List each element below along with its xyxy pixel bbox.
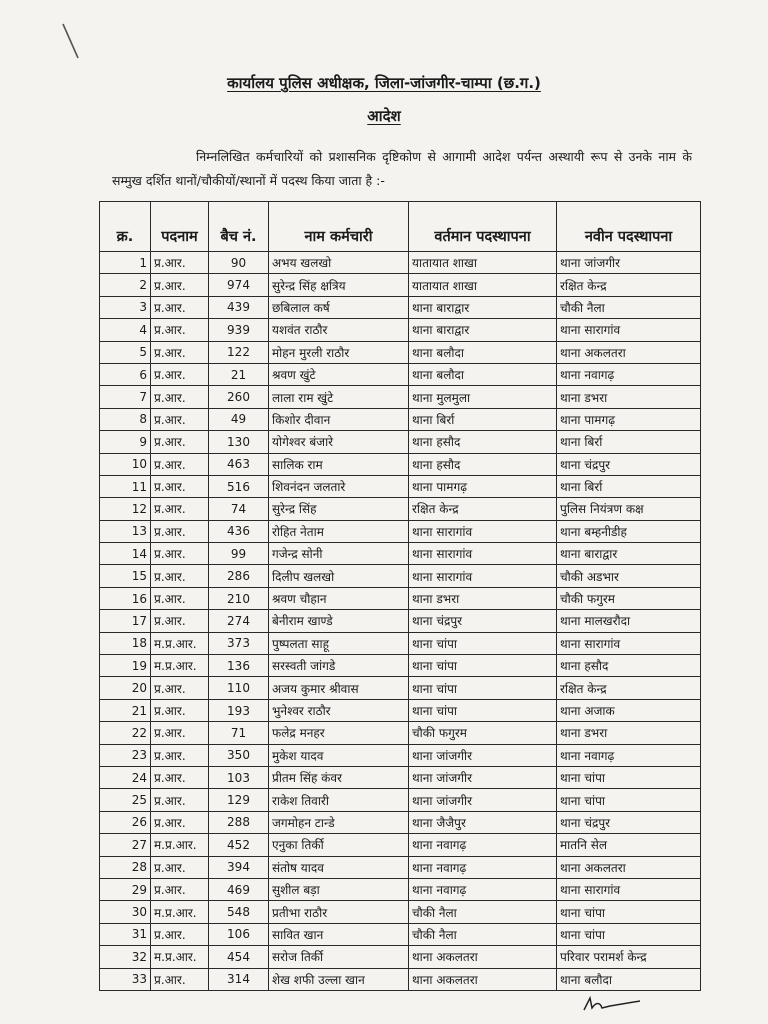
cell-new-posting: थाना सारागांव — [557, 878, 701, 900]
cell-new-posting: थाना नवागढ़ — [557, 363, 701, 385]
cell-current-posting: थाना चांपा — [409, 699, 557, 721]
table-row — [100, 766, 701, 788]
cell-new-posting: पुलिस नियंत्रण कक्ष — [557, 498, 701, 520]
cell-serial: 3 — [100, 296, 151, 318]
cell-new-posting: चौकी फगुरम — [557, 587, 701, 609]
cell-badge-no: 469 — [209, 878, 269, 900]
cell-badge-no: 548 — [209, 901, 269, 923]
cell-designation: प्र.आर. — [151, 408, 209, 430]
cell-new-posting: थाना डभरा — [557, 722, 701, 744]
cell-serial: 30 — [100, 901, 151, 923]
cell-employee-name: प्रीतम सिंह कंवर — [269, 766, 409, 788]
cell-designation: म.प्र.आर. — [151, 834, 209, 856]
cell-designation: प्र.आर. — [151, 856, 209, 878]
cell-employee-name: रोहित नेताम — [269, 520, 409, 542]
cell-employee-name: संतोष यादव — [269, 856, 409, 878]
table-row — [100, 811, 701, 833]
cell-serial: 7 — [100, 386, 151, 408]
cell-current-posting: थाना सारागांव — [409, 543, 557, 565]
cell-employee-name: गजेन्द्र सोनी — [269, 543, 409, 565]
order-title — [0, 106, 768, 126]
table-row — [100, 834, 701, 856]
cell-employee-name: लाला राम खुंटे — [269, 386, 409, 408]
cell-employee-name: बेनीराम खाण्डे — [269, 610, 409, 632]
cell-serial: 32 — [100, 946, 151, 968]
table-row — [100, 677, 701, 699]
office-title-text: कार्यालय पुलिस अधीक्षक, जिला-जांजगीर-चाम्पा (छ.ग.) — [227, 74, 541, 92]
table-row — [100, 543, 701, 565]
cell-employee-name: किशोर दीवान — [269, 408, 409, 430]
cell-current-posting: चौकी नैला — [409, 923, 557, 945]
table-row — [100, 878, 701, 900]
cell-serial: 6 — [100, 363, 151, 385]
cell-current-posting: थाना बलौदा — [409, 363, 557, 385]
cell-new-posting: थाना बिर्रा — [557, 431, 701, 453]
cell-new-posting: थाना बलौदा — [557, 968, 701, 990]
header-badge-no: बैच नं. — [209, 202, 269, 252]
table-row — [100, 475, 701, 497]
cell-badge-no: 439 — [209, 296, 269, 318]
table-row — [100, 431, 701, 453]
table-row — [100, 610, 701, 632]
cell-current-posting: थाना जांजगीर — [409, 766, 557, 788]
cell-current-posting: थाना चांपा — [409, 655, 557, 677]
cell-new-posting: थाना मालखरौदा — [557, 610, 701, 632]
cell-current-posting: थाना जैजैपुर — [409, 811, 557, 833]
cell-employee-name: अभय खलखो — [269, 252, 409, 274]
cell-designation: प्र.आर. — [151, 363, 209, 385]
cell-new-posting: थाना हसौद — [557, 655, 701, 677]
cell-employee-name: एनुका तिर्की — [269, 834, 409, 856]
cell-employee-name: दिलीप खलखो — [269, 565, 409, 587]
cell-designation: प्र.आर. — [151, 543, 209, 565]
cell-employee-name: सरोज तिर्की — [269, 946, 409, 968]
cell-new-posting: थाना डभरा — [557, 386, 701, 408]
cell-current-posting: यातायात शाखा — [409, 274, 557, 296]
cell-designation: प्र.आर. — [151, 878, 209, 900]
cell-serial: 9 — [100, 431, 151, 453]
cell-designation: प्र.आर. — [151, 453, 209, 475]
cell-designation: प्र.आर. — [151, 565, 209, 587]
cell-serial: 24 — [100, 766, 151, 788]
cell-current-posting: थाना सारागांव — [409, 520, 557, 542]
cell-employee-name: जगमोहन टान्डे — [269, 811, 409, 833]
cell-current-posting: थाना डभरा — [409, 587, 557, 609]
cell-employee-name: भुनेश्वर राठौर — [269, 699, 409, 721]
cell-serial: 26 — [100, 811, 151, 833]
cell-designation: प्र.आर. — [151, 744, 209, 766]
table-row — [100, 252, 701, 274]
pen-stroke-mark — [60, 22, 84, 62]
cell-new-posting: थाना अकलतरा — [557, 341, 701, 363]
cell-employee-name: सुशील बड़ा — [269, 878, 409, 900]
cell-designation: प्र.आर. — [151, 341, 209, 363]
cell-badge-no: 452 — [209, 834, 269, 856]
cell-badge-no: 71 — [209, 722, 269, 744]
header-new-posting: नवीन पदस्थापना — [557, 202, 701, 252]
cell-serial: 5 — [100, 341, 151, 363]
cell-new-posting: थाना सारागांव — [557, 632, 701, 654]
cell-badge-no: 373 — [209, 632, 269, 654]
cell-badge-no: 288 — [209, 811, 269, 833]
table-row — [100, 699, 701, 721]
cell-current-posting: चौकी नैला — [409, 901, 557, 923]
header-serial: क्र. — [100, 202, 151, 252]
cell-badge-no: 394 — [209, 856, 269, 878]
header-current-posting: वर्तमान पदस्थापना — [409, 202, 557, 252]
cell-badge-no: 210 — [209, 587, 269, 609]
cell-current-posting: थाना नवागढ़ — [409, 878, 557, 900]
header-employee-name: नाम कर्मचारी — [269, 202, 409, 252]
cell-badge-no: 939 — [209, 319, 269, 341]
table-row — [100, 587, 701, 609]
cell-new-posting: थाना चंद्रपुर — [557, 453, 701, 475]
cell-new-posting: चौकी अडभार — [557, 565, 701, 587]
cell-current-posting: थाना बिर्रा — [409, 408, 557, 430]
cell-new-posting: चौकी नैला — [557, 296, 701, 318]
cell-employee-name: शिवनंदन जलतारे — [269, 475, 409, 497]
cell-current-posting: थाना बलौदा — [409, 341, 557, 363]
cell-new-posting: थाना जांजगीर — [557, 252, 701, 274]
table-row — [100, 296, 701, 318]
cell-new-posting: मातनि सेल — [557, 834, 701, 856]
cell-badge-no: 103 — [209, 766, 269, 788]
cell-badge-no: 974 — [209, 274, 269, 296]
cell-badge-no: 74 — [209, 498, 269, 520]
cell-serial: 27 — [100, 834, 151, 856]
cell-designation: प्र.आर. — [151, 789, 209, 811]
cell-new-posting: थाना चांपा — [557, 923, 701, 945]
cell-current-posting: चौकी फगुरम — [409, 722, 557, 744]
order-title-text: आदेश — [367, 107, 401, 125]
cell-new-posting: थाना चांपा — [557, 766, 701, 788]
cell-badge-no: 49 — [209, 408, 269, 430]
cell-designation: प्र.आर. — [151, 520, 209, 542]
cell-badge-no: 274 — [209, 610, 269, 632]
cell-badge-no: 516 — [209, 475, 269, 497]
cell-new-posting: थाना अजाक — [557, 699, 701, 721]
cell-badge-no: 129 — [209, 789, 269, 811]
cell-employee-name: श्रवण चौहान — [269, 587, 409, 609]
cell-current-posting: थाना बाराद्वार — [409, 319, 557, 341]
cell-badge-no: 193 — [209, 699, 269, 721]
cell-new-posting: थाना बाराद्वार — [557, 543, 701, 565]
cell-current-posting: यातायात शाखा — [409, 252, 557, 274]
cell-badge-no: 136 — [209, 655, 269, 677]
table-row — [100, 453, 701, 475]
table-row — [100, 923, 701, 945]
table-row — [100, 856, 701, 878]
table-row — [100, 341, 701, 363]
cell-badge-no: 463 — [209, 453, 269, 475]
cell-current-posting: थाना हसौद — [409, 431, 557, 453]
table-row — [100, 901, 701, 923]
cell-badge-no: 350 — [209, 744, 269, 766]
cell-new-posting: थाना चांपा — [557, 901, 701, 923]
header-designation: पदनाम — [151, 202, 209, 252]
cell-designation: प्र.आर. — [151, 699, 209, 721]
cell-designation: प्र.आर. — [151, 766, 209, 788]
cell-badge-no: 21 — [209, 363, 269, 385]
cell-badge-no: 314 — [209, 968, 269, 990]
cell-serial: 18 — [100, 632, 151, 654]
table-row — [100, 946, 701, 968]
cell-serial: 2 — [100, 274, 151, 296]
cell-serial: 12 — [100, 498, 151, 520]
cell-new-posting: परिवार परामर्श केन्द्र — [557, 946, 701, 968]
table-row — [100, 408, 701, 430]
cell-designation: प्र.आर. — [151, 386, 209, 408]
table-row — [100, 722, 701, 744]
intro-paragraph: निम्नलिखित कर्मचारियों को प्रशासनिक दृष्टिकोण से आगामी आदेश पर्यन्त अस्थायी रूप से उनके नाम के सम्मुख दर्शित थानों/चौकीयों/स्थानों में पदस्थ किया जाता है :- — [112, 149, 692, 188]
cell-designation: प्र.आर. — [151, 587, 209, 609]
table-row — [100, 744, 701, 766]
cell-employee-name: सरस्वती जांगडे — [269, 655, 409, 677]
transfer-table — [99, 201, 701, 991]
cell-serial: 23 — [100, 744, 151, 766]
table-row — [100, 386, 701, 408]
cell-current-posting: थाना नवागढ़ — [409, 856, 557, 878]
cell-current-posting: थाना सारागांव — [409, 565, 557, 587]
cell-employee-name: अजय कुमार श्रीवास — [269, 677, 409, 699]
cell-employee-name: शेख शफी उल्ला खान — [269, 968, 409, 990]
cell-current-posting: थाना अकलतरा — [409, 968, 557, 990]
cell-serial: 22 — [100, 722, 151, 744]
cell-badge-no: 106 — [209, 923, 269, 945]
cell-designation: प्र.आर. — [151, 610, 209, 632]
cell-designation: प्र.आर. — [151, 252, 209, 274]
cell-current-posting: थाना चंद्रपुर — [409, 610, 557, 632]
cell-current-posting: थाना जांजगीर — [409, 789, 557, 811]
table-row — [100, 655, 701, 677]
cell-serial: 8 — [100, 408, 151, 430]
cell-designation: प्र.आर. — [151, 811, 209, 833]
cell-serial: 1 — [100, 252, 151, 274]
cell-serial: 20 — [100, 677, 151, 699]
cell-badge-no: 436 — [209, 520, 269, 542]
cell-designation: प्र.आर. — [151, 475, 209, 497]
cell-serial: 19 — [100, 655, 151, 677]
table-row — [100, 520, 701, 542]
cell-current-posting: थाना पामगढ़ — [409, 475, 557, 497]
cell-current-posting: थाना बाराद्वार — [409, 296, 557, 318]
cell-employee-name: पुष्पलता साहू — [269, 632, 409, 654]
cell-badge-no: 260 — [209, 386, 269, 408]
cell-badge-no: 286 — [209, 565, 269, 587]
cell-employee-name: सुरेन्द्र सिंह — [269, 498, 409, 520]
cell-badge-no: 454 — [209, 946, 269, 968]
cell-serial: 17 — [100, 610, 151, 632]
cell-designation: म.प्र.आर. — [151, 946, 209, 968]
cell-current-posting: थाना हसौद — [409, 453, 557, 475]
cell-designation: प्र.आर. — [151, 968, 209, 990]
cell-serial: 4 — [100, 319, 151, 341]
cell-designation: प्र.आर. — [151, 498, 209, 520]
cell-serial: 31 — [100, 923, 151, 945]
cell-designation: प्र.आर. — [151, 923, 209, 945]
signature — [570, 990, 660, 1020]
cell-badge-no: 110 — [209, 677, 269, 699]
cell-designation: प्र.आर. — [151, 677, 209, 699]
cell-badge-no: 90 — [209, 252, 269, 274]
cell-current-posting: थाना मुलमुला — [409, 386, 557, 408]
cell-new-posting: थाना बम्हनीडीह — [557, 520, 701, 542]
cell-badge-no: 122 — [209, 341, 269, 363]
cell-current-posting: थाना नवागढ़ — [409, 834, 557, 856]
cell-serial: 15 — [100, 565, 151, 587]
cell-serial: 11 — [100, 475, 151, 497]
table-row — [100, 319, 701, 341]
cell-new-posting: रक्षित केन्द्र — [557, 677, 701, 699]
cell-designation: प्र.आर. — [151, 296, 209, 318]
cell-new-posting: थाना बिर्रा — [557, 475, 701, 497]
cell-serial: 14 — [100, 543, 151, 565]
table-header-row — [100, 202, 701, 252]
cell-designation: प्र.आर. — [151, 274, 209, 296]
cell-badge-no: 99 — [209, 543, 269, 565]
cell-serial: 33 — [100, 968, 151, 990]
cell-designation: प्र.आर. — [151, 722, 209, 744]
cell-current-posting: थाना चांपा — [409, 632, 557, 654]
table-row — [100, 498, 701, 520]
cell-serial: 16 — [100, 587, 151, 609]
cell-employee-name: श्रवण खुंटे — [269, 363, 409, 385]
cell-employee-name: छबिलाल कर्ष — [269, 296, 409, 318]
table-row — [100, 789, 701, 811]
office-title — [0, 73, 768, 93]
table-row — [100, 632, 701, 654]
table-row — [100, 363, 701, 385]
table-row — [100, 274, 701, 296]
cell-current-posting: थाना जांजगीर — [409, 744, 557, 766]
cell-new-posting: रक्षित केन्द्र — [557, 274, 701, 296]
cell-employee-name: राकेश तिवारी — [269, 789, 409, 811]
cell-designation: प्र.आर. — [151, 319, 209, 341]
cell-serial: 25 — [100, 789, 151, 811]
cell-designation: म.प्र.आर. — [151, 632, 209, 654]
cell-employee-name: योगेश्वर बंजारे — [269, 431, 409, 453]
cell-new-posting: थाना चांपा — [557, 789, 701, 811]
cell-employee-name: सुरेन्द्र सिंह क्षत्रिय — [269, 274, 409, 296]
cell-designation: प्र.आर. — [151, 431, 209, 453]
cell-serial: 28 — [100, 856, 151, 878]
cell-serial: 13 — [100, 520, 151, 542]
cell-new-posting: थाना सारागांव — [557, 319, 701, 341]
cell-serial: 10 — [100, 453, 151, 475]
cell-new-posting: थाना अकलतरा — [557, 856, 701, 878]
cell-employee-name: फलेद्र मनहर — [269, 722, 409, 744]
cell-employee-name: मोहन मुरली राठौर — [269, 341, 409, 363]
table-row — [100, 565, 701, 587]
cell-badge-no: 130 — [209, 431, 269, 453]
cell-employee-name: सावित खान — [269, 923, 409, 945]
cell-new-posting: थाना नवागढ़ — [557, 744, 701, 766]
cell-employee-name: यशवंत राठौर — [269, 319, 409, 341]
table-row — [100, 968, 701, 990]
cell-current-posting: थाना अकलतरा — [409, 946, 557, 968]
cell-current-posting: रक्षित केन्द्र — [409, 498, 557, 520]
cell-employee-name: प्रतीभा राठौर — [269, 901, 409, 923]
cell-new-posting: थाना चंद्रपुर — [557, 811, 701, 833]
table-body — [100, 252, 701, 991]
cell-new-posting: थाना पामगढ़ — [557, 408, 701, 430]
cell-employee-name: मुकेश यादव — [269, 744, 409, 766]
cell-employee-name: सालिक राम — [269, 453, 409, 475]
cell-designation: म.प्र.आर. — [151, 655, 209, 677]
cell-serial: 21 — [100, 699, 151, 721]
cell-serial: 29 — [100, 878, 151, 900]
cell-current-posting: थाना चांपा — [409, 677, 557, 699]
cell-designation: म.प्र.आर. — [151, 901, 209, 923]
